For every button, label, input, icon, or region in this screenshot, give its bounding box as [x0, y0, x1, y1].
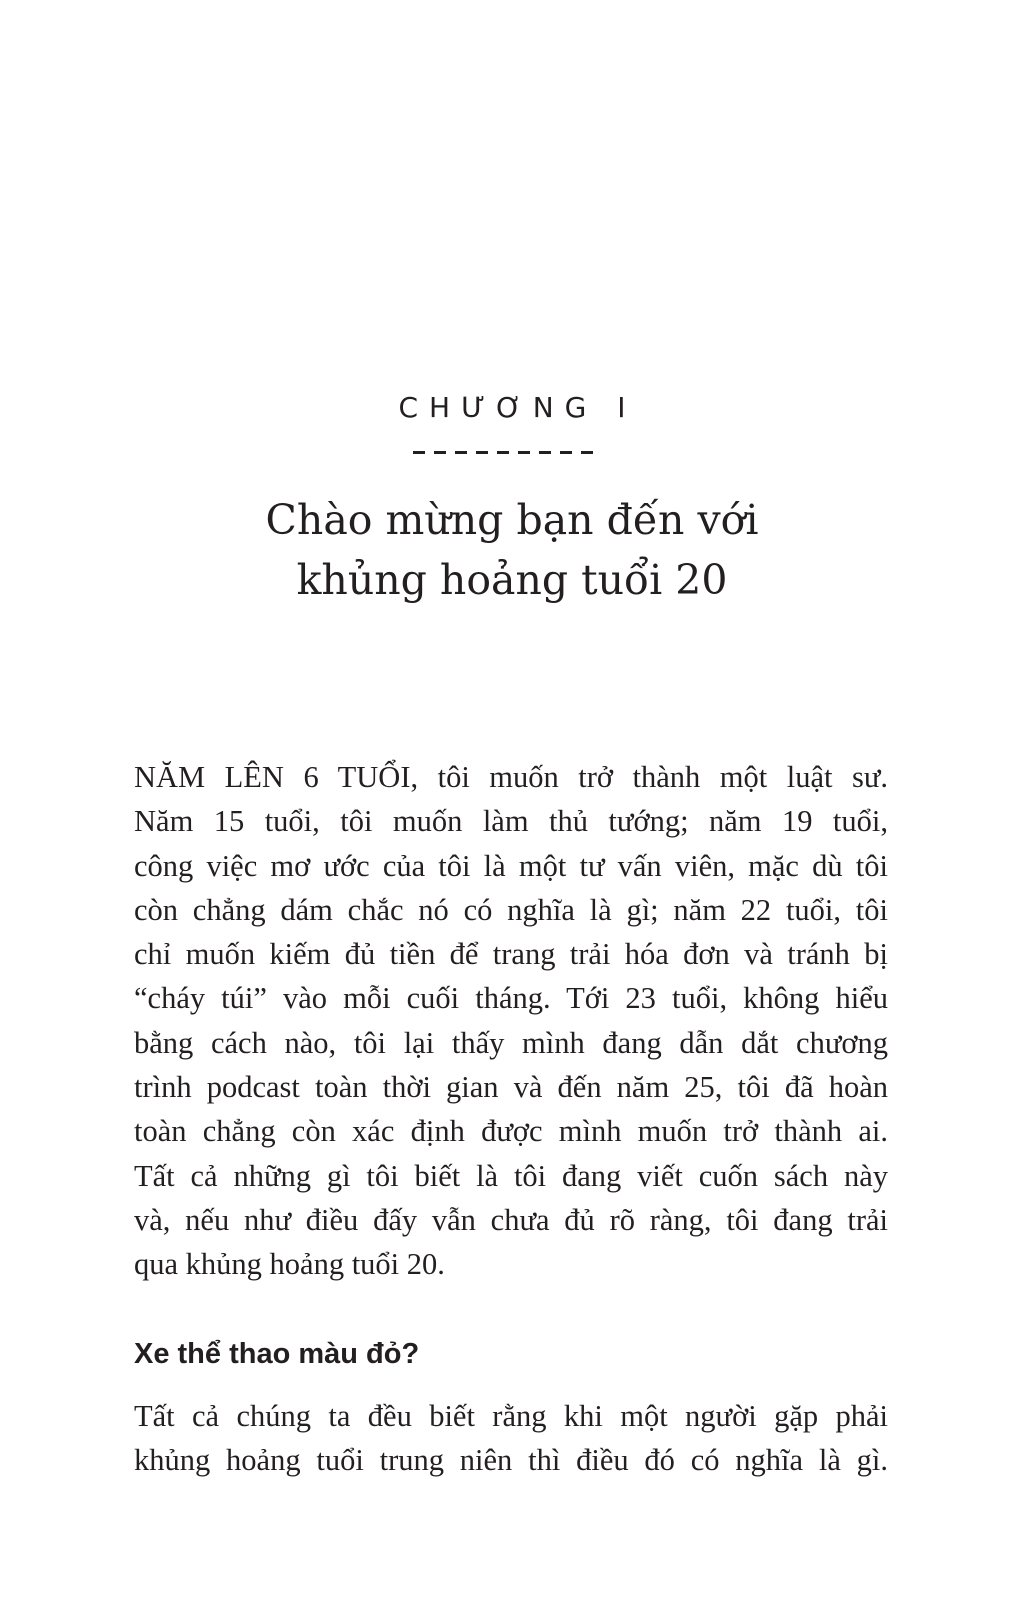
- paragraph-line: NĂM LÊN 6 TUỔI, tôi muốn trở thành một luật sư.: [134, 760, 888, 794]
- paragraph-line: Tất cả chúng ta đều biết rằng khi một người gặp phải: [134, 1399, 888, 1433]
- paragraph-line: toàn chẳng còn xác định được mình muốn trở thành ai.: [134, 1114, 888, 1149]
- paragraph-line: Tất cả những gì tôi biết là tôi đang viết cuốn sách này: [134, 1158, 888, 1193]
- chapter-divider: [413, 451, 599, 454]
- chapter-label: CHƯƠNG I: [398, 391, 637, 424]
- section-heading: Xe thể thao màu đỏ?: [134, 1338, 420, 1370]
- opening-paragraph: [134, 755, 888, 1287]
- paragraph-line: qua khủng hoảng tuổi 20.: [134, 1247, 445, 1282]
- paragraph-line: còn chẳng dám chắc nó có nghĩa là gì; năm 22 tuổi, tôi: [134, 892, 888, 927]
- paragraph-line: Năm 15 tuổi, tôi muốn làm thủ tướng; năm 19 tuổi,: [134, 804, 888, 839]
- paragraph-line: và, nếu như điều đấy vẫn chưa đủ rõ ràng, tôi đang trải: [134, 1202, 888, 1237]
- paragraph-line: công việc mơ ước của tôi là một tư vấn viên, mặc dù tôi: [134, 848, 888, 883]
- chapter-title-line: khủng hoảng tuổi 20: [296, 556, 728, 604]
- section-paragraph: [134, 1394, 888, 1483]
- paragraph-line: khủng hoảng tuổi trung niên thì điều đó có nghĩa là gì.: [134, 1443, 888, 1478]
- paragraph-line: trình podcast toàn thời gian và đến năm 25, tôi đã hoàn: [134, 1070, 888, 1105]
- paragraph-line: chỉ muốn kiếm đủ tiền để trang trải hóa đơn và tránh bị: [134, 937, 888, 972]
- chapter-title: [0, 490, 1024, 610]
- chapter-title-line: Chào mừng bạn đến với: [265, 496, 759, 544]
- paragraph-line: “cháy túi” vào mỗi cuối tháng. Tới 23 tuổi, không hiểu: [134, 981, 888, 1016]
- paragraph-line: bằng cách nào, tôi lại thấy mình đang dẫn dắt chương: [134, 1025, 888, 1060]
